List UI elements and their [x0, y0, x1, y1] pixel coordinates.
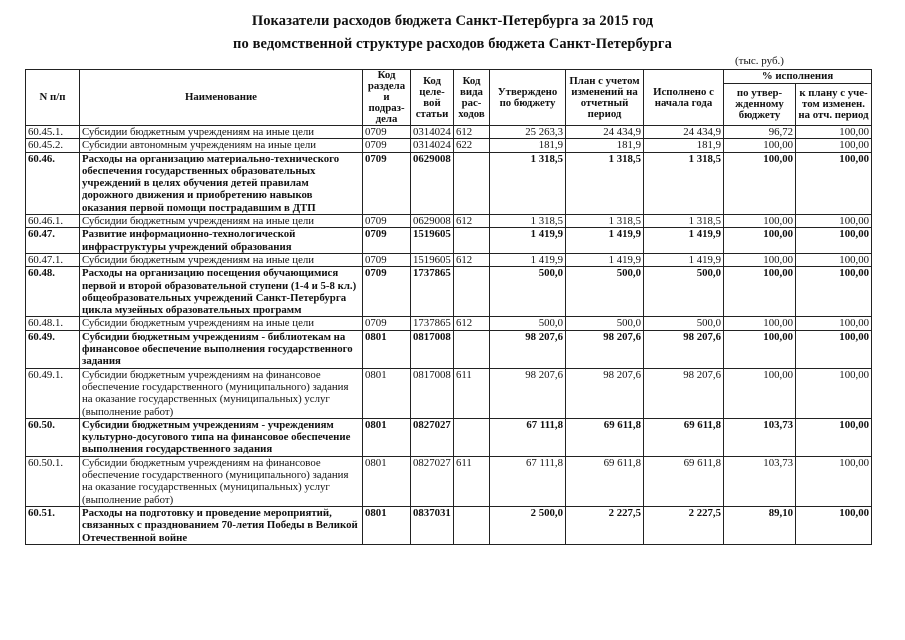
row-vid-code	[454, 506, 490, 544]
row-plan: 181,9	[566, 139, 644, 152]
row-plan: 98 207,6	[566, 330, 644, 368]
row-plan: 2 227,5	[566, 506, 644, 544]
row-pct-budget: 96,72	[724, 126, 796, 139]
table-row	[26, 126, 872, 139]
row-name: Субсидии бюджетным учреждениям на финансовое обеспечение государственного (муниципального) задания на оказание государственных (муниципальных) услуг (выполнение работ)	[80, 368, 363, 418]
row-razdel-code: 0709	[363, 152, 411, 214]
table-row	[26, 267, 872, 317]
row-number: 60.49.1.	[26, 368, 80, 418]
table-row	[26, 152, 872, 214]
header-pct-budget: по утвер-жденному бюджету	[724, 84, 796, 126]
row-approved: 181,9	[490, 139, 566, 152]
row-name: Расходы на организацию посещения обучающимися первой и второй образовательной ступени (1-4 и 5-8 кл.) общеобразовательных учреждений Санкт-Петербурга цикла музейных образовательных программ	[80, 267, 363, 317]
row-executed: 500,0	[644, 267, 724, 317]
row-pct-budget: 89,10	[724, 506, 796, 544]
row-razdel-code: 0709	[363, 267, 411, 317]
header-num: N п/п	[26, 70, 80, 126]
row-number: 60.46.1.	[26, 215, 80, 228]
row-razdel-code: 0709	[363, 215, 411, 228]
table-row	[26, 506, 872, 544]
row-vid-code: 622	[454, 139, 490, 152]
row-pct-plan: 100,00	[796, 267, 872, 317]
document-title: Показатели расходов бюджета Санкт-Петербурга за 2015 год	[251, 13, 654, 29]
row-pct-budget: 100,00	[724, 139, 796, 152]
row-approved: 1 318,5	[490, 215, 566, 228]
row-razdel-code: 0801	[363, 368, 411, 418]
row-pct-budget: 100,00	[724, 253, 796, 266]
table-row	[26, 456, 872, 506]
row-razdel-code: 0709	[363, 228, 411, 254]
row-executed: 98 207,6	[644, 330, 724, 368]
row-vid-code	[454, 418, 490, 456]
row-pct-budget: 100,00	[724, 152, 796, 214]
row-approved: 1 419,9	[490, 228, 566, 254]
row-vid-code: 612	[454, 317, 490, 330]
row-razdel-code: 0709	[363, 253, 411, 266]
row-number: 60.49.	[26, 330, 80, 368]
row-pct-plan: 100,00	[796, 317, 872, 330]
row-vid-code: 612	[454, 253, 490, 266]
row-razdel-code: 0801	[363, 418, 411, 456]
row-executed: 98 207,6	[644, 368, 724, 418]
row-statya-code: 0314024	[411, 126, 454, 139]
row-approved: 67 111,8	[490, 456, 566, 506]
row-approved: 1 419,9	[490, 253, 566, 266]
table-row	[26, 228, 872, 254]
row-name: Развитие информационно-технологической инфраструктуры учреждений образования	[80, 228, 363, 254]
row-statya-code: 1737865	[411, 317, 454, 330]
budget-table	[25, 69, 872, 545]
row-statya-code: 0837031	[411, 506, 454, 544]
row-number: 60.48.	[26, 267, 80, 317]
row-statya-code: 0817008	[411, 330, 454, 368]
row-plan: 69 611,8	[566, 418, 644, 456]
table-row	[26, 139, 872, 152]
row-razdel-code: 0801	[363, 506, 411, 544]
row-pct-budget: 100,00	[724, 228, 796, 254]
row-approved: 67 111,8	[490, 418, 566, 456]
row-pct-plan: 100,00	[796, 215, 872, 228]
row-plan: 500,0	[566, 267, 644, 317]
row-pct-plan: 100,00	[796, 456, 872, 506]
header-razdel: Код раздела и подраз-дела	[363, 70, 411, 126]
row-statya-code: 0827027	[411, 456, 454, 506]
row-executed: 69 611,8	[644, 456, 724, 506]
row-plan: 1 318,5	[566, 152, 644, 214]
row-name: Субсидии бюджетным учреждениям на иные цели	[80, 126, 363, 139]
row-pct-plan: 100,00	[796, 126, 872, 139]
row-number: 60.48.1.	[26, 317, 80, 330]
row-name: Расходы на подготовку и проведение мероприятий, связанных с празднованием 70-летия Победы в Великой Отечественной войне	[80, 506, 363, 544]
row-name: Субсидии бюджетным учреждениям - библиотекам на финансовое обеспечение выполнения государственного задания	[80, 330, 363, 368]
row-statya-code: 1519605	[411, 253, 454, 266]
row-razdel-code: 0709	[363, 317, 411, 330]
row-number: 60.46.	[26, 152, 80, 214]
row-plan: 1 318,5	[566, 215, 644, 228]
row-pct-budget: 100,00	[724, 215, 796, 228]
row-pct-budget: 100,00	[724, 267, 796, 317]
row-executed: 1 419,9	[644, 228, 724, 254]
row-name: Субсидии бюджетным учреждениям на иные цели	[80, 317, 363, 330]
row-pct-budget: 100,00	[724, 330, 796, 368]
row-pct-plan: 100,00	[796, 228, 872, 254]
row-name: Субсидии автономным учреждениям на иные цели	[80, 139, 363, 152]
row-approved: 98 207,6	[490, 368, 566, 418]
row-vid-code: 611	[454, 456, 490, 506]
header-approved: Утверждено по бюджету	[490, 70, 566, 126]
table-row	[26, 418, 872, 456]
row-vid-code	[454, 228, 490, 254]
row-executed: 500,0	[644, 317, 724, 330]
row-plan: 69 611,8	[566, 456, 644, 506]
row-name: Субсидии бюджетным учреждениям на финансовое обеспечение государственного (муниципального) задания на оказание государственных (муниципальных) услуг (выполнение работ)	[80, 456, 363, 506]
table-row	[26, 330, 872, 368]
row-plan: 500,0	[566, 317, 644, 330]
row-statya-code: 1737865	[411, 267, 454, 317]
row-vid-code	[454, 267, 490, 317]
row-plan: 24 434,9	[566, 126, 644, 139]
table-header	[26, 70, 872, 126]
row-executed: 1 318,5	[644, 215, 724, 228]
row-approved: 25 263,3	[490, 126, 566, 139]
row-razdel-code: 0801	[363, 330, 411, 368]
row-pct-budget: 103,73	[724, 456, 796, 506]
row-number: 60.51.	[26, 506, 80, 544]
row-vid-code: 612	[454, 126, 490, 139]
row-pct-plan: 100,00	[796, 368, 872, 418]
row-statya-code: 0314024	[411, 139, 454, 152]
row-name: Субсидии бюджетным учреждениям - учреждениям культурно-досугового типа на финансовое обеспечение выполнения государственного задания	[80, 418, 363, 456]
header-pct-group: % исполнения	[724, 70, 872, 84]
row-number: 60.50.	[26, 418, 80, 456]
row-statya-code: 0827027	[411, 418, 454, 456]
row-number: 60.47.	[26, 228, 80, 254]
row-approved: 98 207,6	[490, 330, 566, 368]
units-label: (тыс. руб.)	[735, 55, 784, 67]
row-razdel-code: 0709	[363, 126, 411, 139]
row-vid-code	[454, 330, 490, 368]
row-executed: 1 419,9	[644, 253, 724, 266]
row-name: Расходы на организацию материально-технического обеспечения государственных образовательных учреждений в целях обучения детей правилам дорожного движения и приобретению навыков оказания первой помощи пострадавшим в ДТП	[80, 152, 363, 214]
row-approved: 500,0	[490, 317, 566, 330]
row-vid-code: 611	[454, 368, 490, 418]
row-pct-budget: 100,00	[724, 317, 796, 330]
row-razdel-code: 0709	[363, 139, 411, 152]
row-approved: 500,0	[490, 267, 566, 317]
row-approved: 2 500,0	[490, 506, 566, 544]
table-row	[26, 368, 872, 418]
row-pct-plan: 100,00	[796, 506, 872, 544]
table-row	[26, 215, 872, 228]
row-plan: 1 419,9	[566, 228, 644, 254]
row-pct-plan: 100,00	[796, 152, 872, 214]
row-statya-code: 0817008	[411, 368, 454, 418]
row-plan: 98 207,6	[566, 368, 644, 418]
header-name: Наименование	[80, 70, 363, 126]
row-pct-plan: 100,00	[796, 253, 872, 266]
row-number: 60.47.1.	[26, 253, 80, 266]
document-subtitle: по ведомственной структуре расходов бюджета Санкт-Петербурга	[233, 36, 672, 52]
row-statya-code: 0629008	[411, 152, 454, 214]
row-number: 60.50.1.	[26, 456, 80, 506]
table-row	[26, 317, 872, 330]
row-statya-code: 1519605	[411, 228, 454, 254]
row-razdel-code: 0801	[363, 456, 411, 506]
row-statya-code: 0629008	[411, 215, 454, 228]
header-pct-plan: к плану с уче-том изменен. на отч. период	[796, 84, 872, 126]
header-statya: Код целе-вой статьи	[411, 70, 454, 126]
row-pct-plan: 100,00	[796, 139, 872, 152]
row-number: 60.45.2.	[26, 139, 80, 152]
row-name: Субсидии бюджетным учреждениям на иные цели	[80, 215, 363, 228]
row-vid-code: 612	[454, 215, 490, 228]
row-approved: 1 318,5	[490, 152, 566, 214]
header-executed: Исполнено с начала года	[644, 70, 724, 126]
table-body	[26, 126, 872, 545]
row-pct-plan: 100,00	[796, 330, 872, 368]
row-plan: 1 419,9	[566, 253, 644, 266]
row-executed: 1 318,5	[644, 152, 724, 214]
header-plan: План с учетом изменений на отчетный период	[566, 70, 644, 126]
row-name: Субсидии бюджетным учреждениям на иные цели	[80, 253, 363, 266]
row-pct-budget: 100,00	[724, 368, 796, 418]
row-executed: 24 434,9	[644, 126, 724, 139]
row-executed: 181,9	[644, 139, 724, 152]
row-vid-code	[454, 152, 490, 214]
header-vid: Код вида рас-ходов	[454, 70, 490, 126]
row-number: 60.45.1.	[26, 126, 80, 139]
row-pct-budget: 103,73	[724, 418, 796, 456]
row-pct-plan: 100,00	[796, 418, 872, 456]
row-executed: 69 611,8	[644, 418, 724, 456]
table-row	[26, 253, 872, 266]
row-executed: 2 227,5	[644, 506, 724, 544]
